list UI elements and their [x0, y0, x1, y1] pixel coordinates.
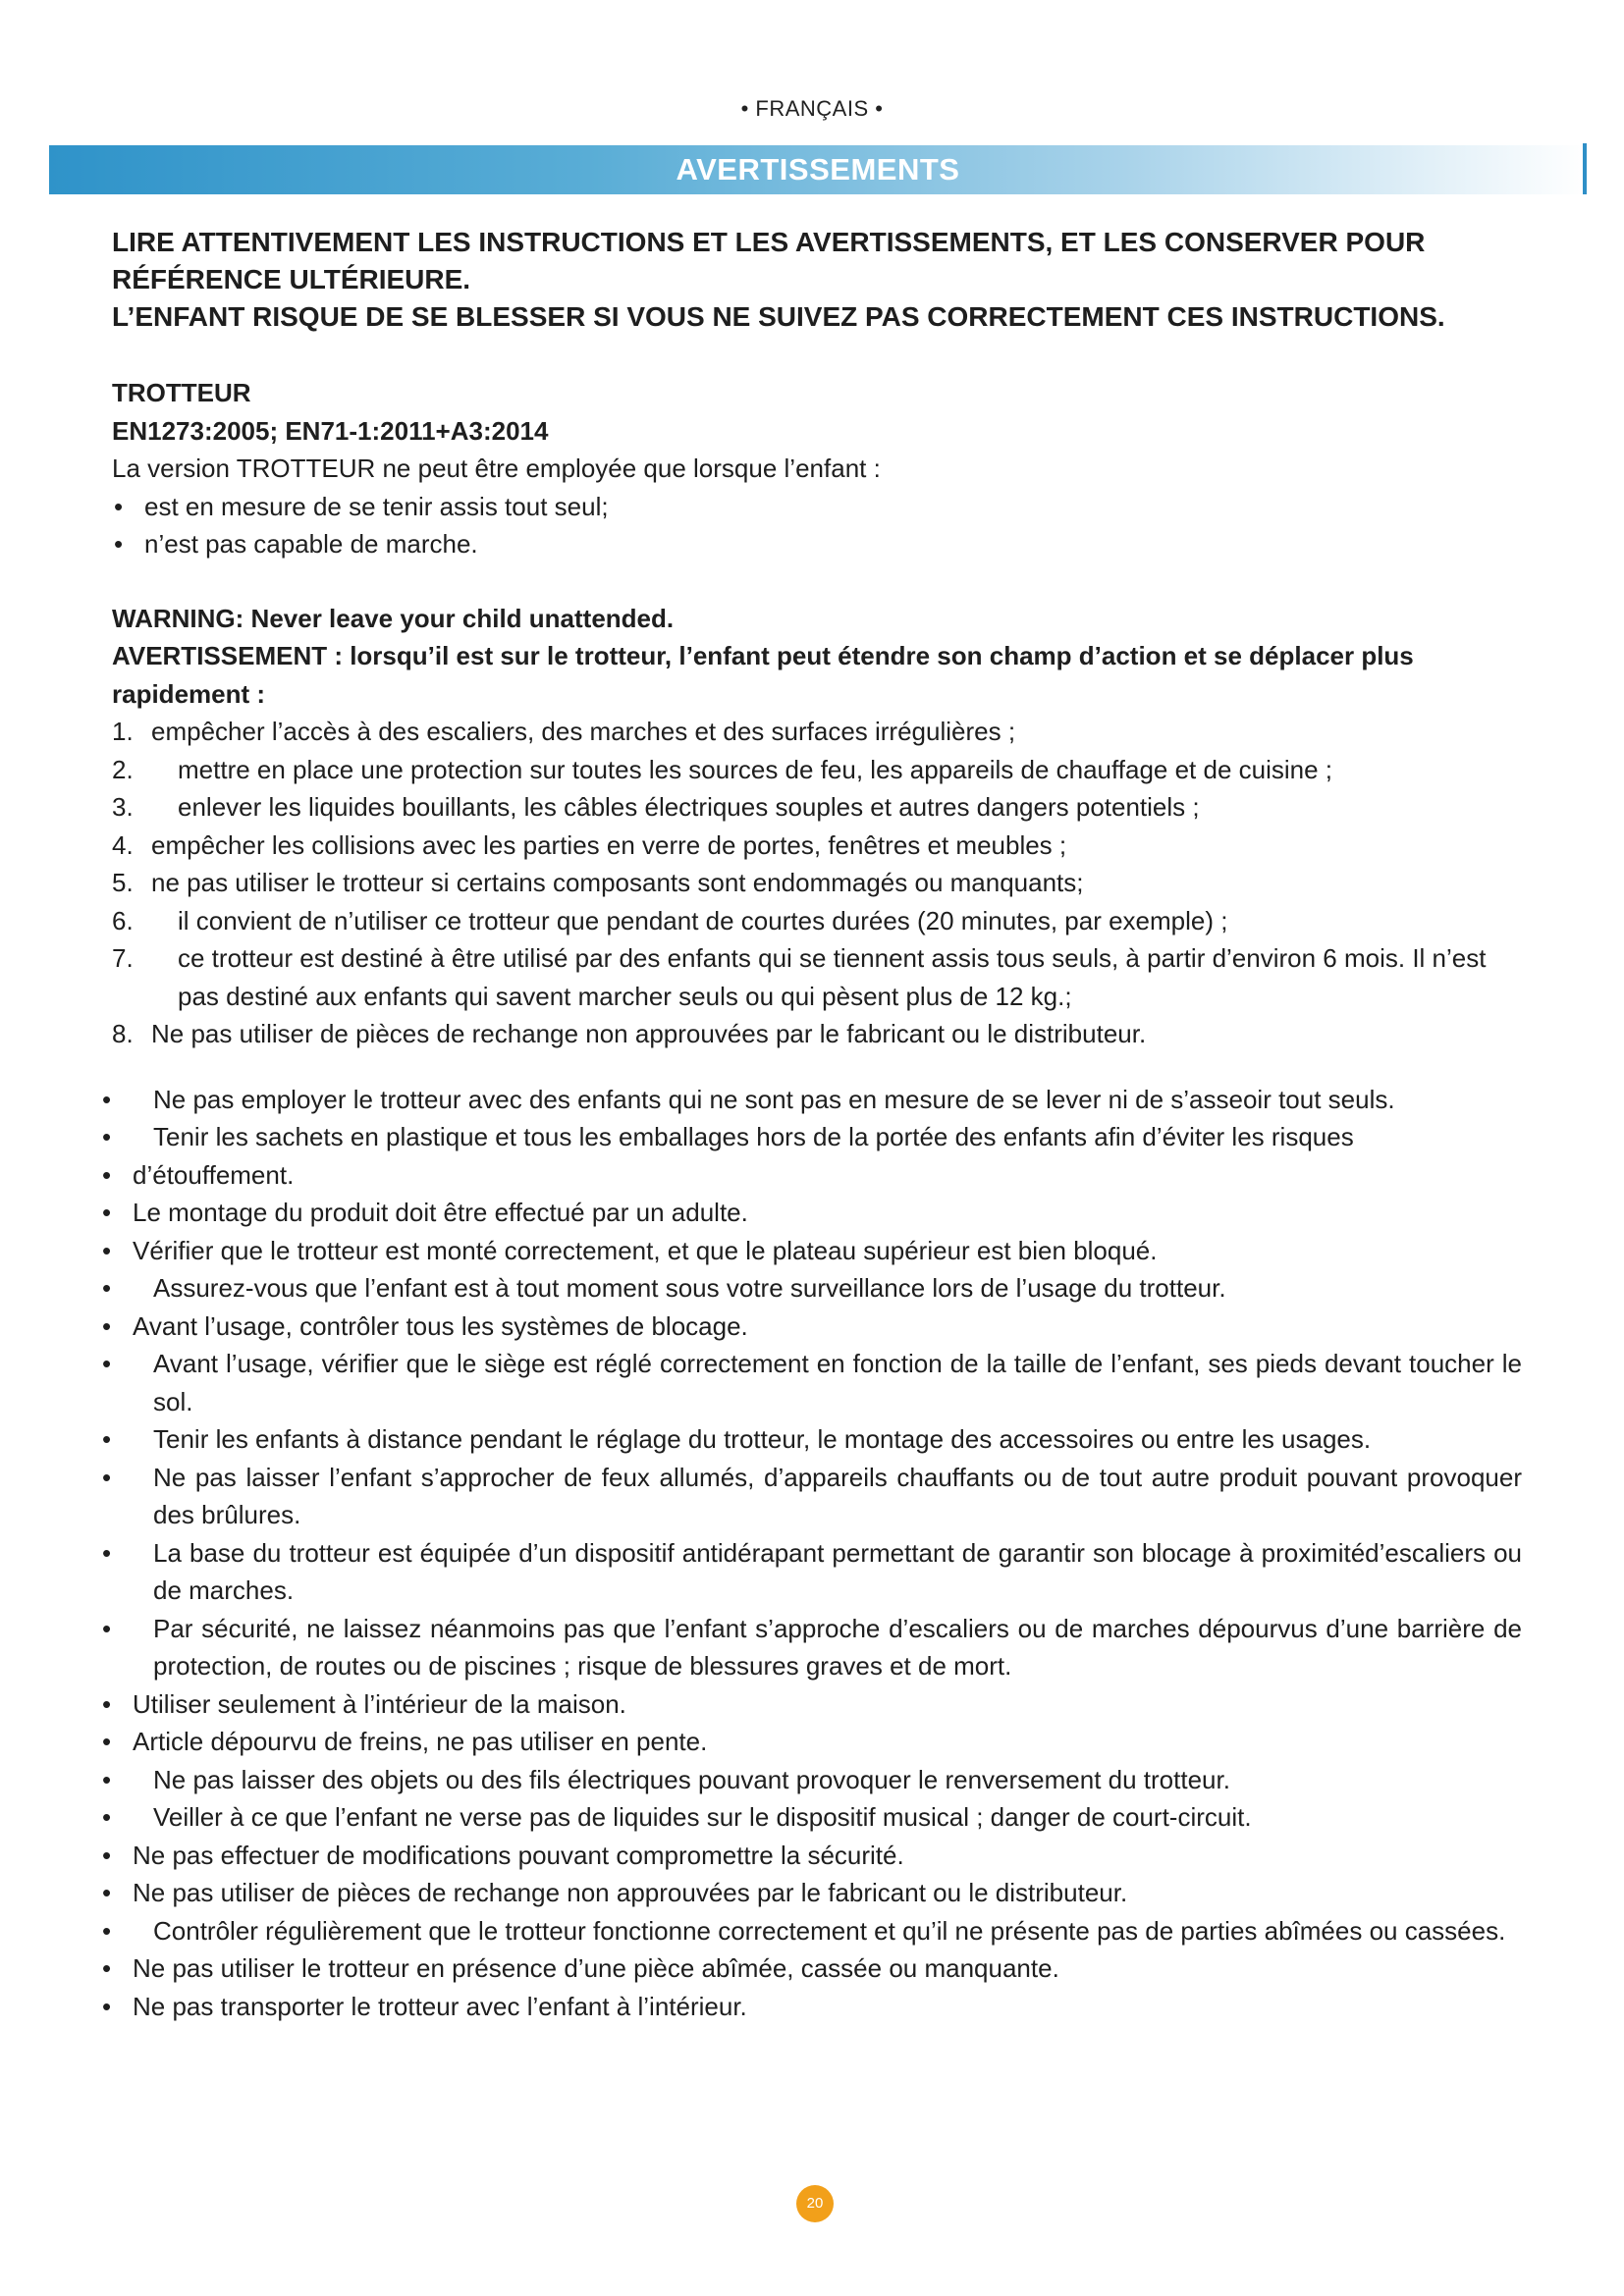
item-number: 5. — [112, 868, 134, 897]
list-item — [112, 751, 1522, 789]
list-item: • Ne pas transporter le trotteur avec l’enfant à l’intérieur. — [112, 1988, 1522, 2026]
item-text: Ne pas utiliser de pièces de rechange non approuvées par le fabricant ou le distributeur. — [151, 1019, 1147, 1048]
list-item: • Tenir les enfants à distance pendant le réglage du trotteur, le montage des accessoires ou entre les usages. — [112, 1420, 1522, 1459]
warning-english: WARNING: Never leave your child unattended. — [112, 603, 675, 633]
edge-accent-bar — [1583, 143, 1587, 194]
trotteur-heading: TROTTEUR — [112, 378, 251, 407]
item-number: 8. — [112, 1019, 134, 1048]
item-number: 4. — [112, 829, 134, 860]
intro-injury-risk: L’ENFANT RISQUE DE SE BLESSER SI VOUS NE SUIVEZ PAS CORRECTEMENT CES INSTRUCTIONS. — [112, 301, 1445, 332]
safety-bullet-list — [112, 1081, 1522, 2026]
item-text: ne pas utiliser le trotteur si certains composants sont endommagés ou manquants; — [151, 868, 1084, 897]
list-item: • Ne pas laisser des objets ou des fils électriques pouvant provoquer le renversement du trotteur. — [112, 1761, 1522, 1799]
list-item: • Avant l’usage, contrôler tous les systèmes de blocage. — [112, 1308, 1522, 1346]
item-text: enlever les liquides bouillants, les câbles électriques souples et autres dangers potentiels ; — [178, 792, 1200, 822]
language-label: • FRANÇAIS • — [740, 96, 884, 121]
intro-read-instructions: LIRE ATTENTIVEMENT LES INSTRUCTIONS ET LES AVERTISSEMENTS, ET LES CONSERVER POUR RÉFÉRENCE ULTÉRIEURE. — [112, 227, 1426, 294]
list-item — [112, 864, 1522, 902]
item-number: 2. — [112, 754, 134, 784]
list-item: • Utiliser seulement à l’intérieur de la maison. — [112, 1685, 1522, 1724]
list-item: • Ne pas laisser l’enfant s’approcher de feux allumés, d’appareils chauffants ou de tout autre produit pouvant provoquer des brûlures. — [112, 1459, 1522, 1534]
item-text: mettre en place une protection sur toutes les sources de feu, les appareils de chauffage et de cuisine ; — [178, 754, 1333, 784]
item-number: 6. — [112, 905, 134, 935]
list-item: • n’est pas capable de marche. — [112, 525, 1522, 563]
warning-french: AVERTISSEMENT : lorsqu’il est sur le trotteur, l’enfant peut étendre son champ d’action et se déplacer plus rapidement : — [112, 641, 1414, 709]
item-number: 3. — [112, 792, 134, 822]
list-item — [112, 713, 1522, 751]
document-body — [112, 224, 1522, 2025]
list-item: • Article dépourvu de freins, ne pas utiliser en pente. — [112, 1723, 1522, 1761]
list-item: • Assurez-vous que l’enfant est à tout moment sous votre surveillance lors de l’usage du trotteur. — [112, 1269, 1522, 1308]
list-item — [112, 939, 1522, 1015]
list-item — [112, 902, 1522, 940]
list-item: • Ne pas employer le trotteur avec des enfants qui ne sont pas en mesure de se lever ni de s’asseoir tout seuls. — [112, 1081, 1522, 1119]
list-item — [112, 827, 1522, 865]
section-title: AVERTISSEMENTS — [676, 152, 960, 187]
list-item — [112, 788, 1522, 827]
list-item: • Ne pas utiliser le trotteur en présence d’une pièce abîmée, cassée ou manquante. — [112, 1949, 1522, 1988]
trotteur-standards: EN1273:2005; EN71-1:2011+A3:2014 — [112, 415, 549, 446]
list-item: • La base du trotteur est équipée d’un dispositif antidérapant permettant de garantir son blocage à proximitéd’escaliers ou de marches. — [112, 1534, 1522, 1610]
list-item: • Ne pas utiliser de pièces de rechange non approuvées par le fabricant ou le distributeur. — [112, 1874, 1522, 1912]
item-text: ce trotteur est destiné à être utilisé par des enfants qui se tiennent assis tous seuls, à partir d’environ 6 mois. Il n’est pas destiné aux enfants qui savent marcher seuls ou qui pèsent plus de 12 kg.; — [178, 943, 1487, 1011]
list-item — [112, 1015, 1522, 1053]
section-banner — [49, 145, 1587, 194]
list-item: • Par sécurité, ne laissez néanmoins pas que l’enfant s’approche d’escaliers ou de marches dépourvus d’une barrière de protection, de routes ou de piscines ; risque de blessures graves et de mort. — [112, 1610, 1522, 1685]
list-item: • Tenir les sachets en plastique et tous les emballages hors de la portée des enfants afin d’éviter les risques — [112, 1118, 1522, 1156]
item-text: empêcher les collisions avec les parties en verre de portes, fenêtres et meubles ; — [151, 829, 1067, 860]
list-item: • d’étouffement. — [112, 1156, 1522, 1195]
item-number: 7. — [112, 943, 134, 973]
list-item: • Contrôler régulièrement que le trotteur fonctionne correctement et qu’il ne présente pas de parties abîmées ou cassées. — [112, 1912, 1522, 1950]
trotteur-usage-intro: La version TROTTEUR ne peut être employée que lorsque l’enfant : — [112, 454, 881, 483]
item-text: il convient de n’utiliser ce trotteur que pendant de courtes durées (20 minutes, par exemple) ; — [178, 905, 1228, 935]
item-number: 1. — [112, 717, 134, 746]
trotteur-conditions — [112, 488, 1522, 563]
page-number-badge: 20 — [796, 2185, 834, 2222]
list-item: • Le montage du produit doit être effectué par un adulte. — [112, 1194, 1522, 1232]
item-text: empêcher l’accès à des escaliers, des marches et des surfaces irrégulières ; — [151, 717, 1016, 746]
list-item: • est en mesure de se tenir assis tout seul; — [112, 488, 1522, 526]
list-item: • Vérifier que le trotteur est monté correctement, et que le plateau supérieur est bien bloqué. — [112, 1232, 1522, 1270]
list-item: • Veiller à ce que l’enfant ne verse pas de liquides sur le dispositif musical ; danger de court-circuit. — [112, 1798, 1522, 1837]
list-item: • Ne pas effectuer de modifications pouvant compromettre la sécurité. — [112, 1837, 1522, 1875]
warning-numbered-list — [112, 713, 1522, 1053]
list-item: • Avant l’usage, vérifier que le siège est réglé correctement en fonction de la taille de l’enfant, ses pieds devant toucher le sol. — [112, 1345, 1522, 1420]
